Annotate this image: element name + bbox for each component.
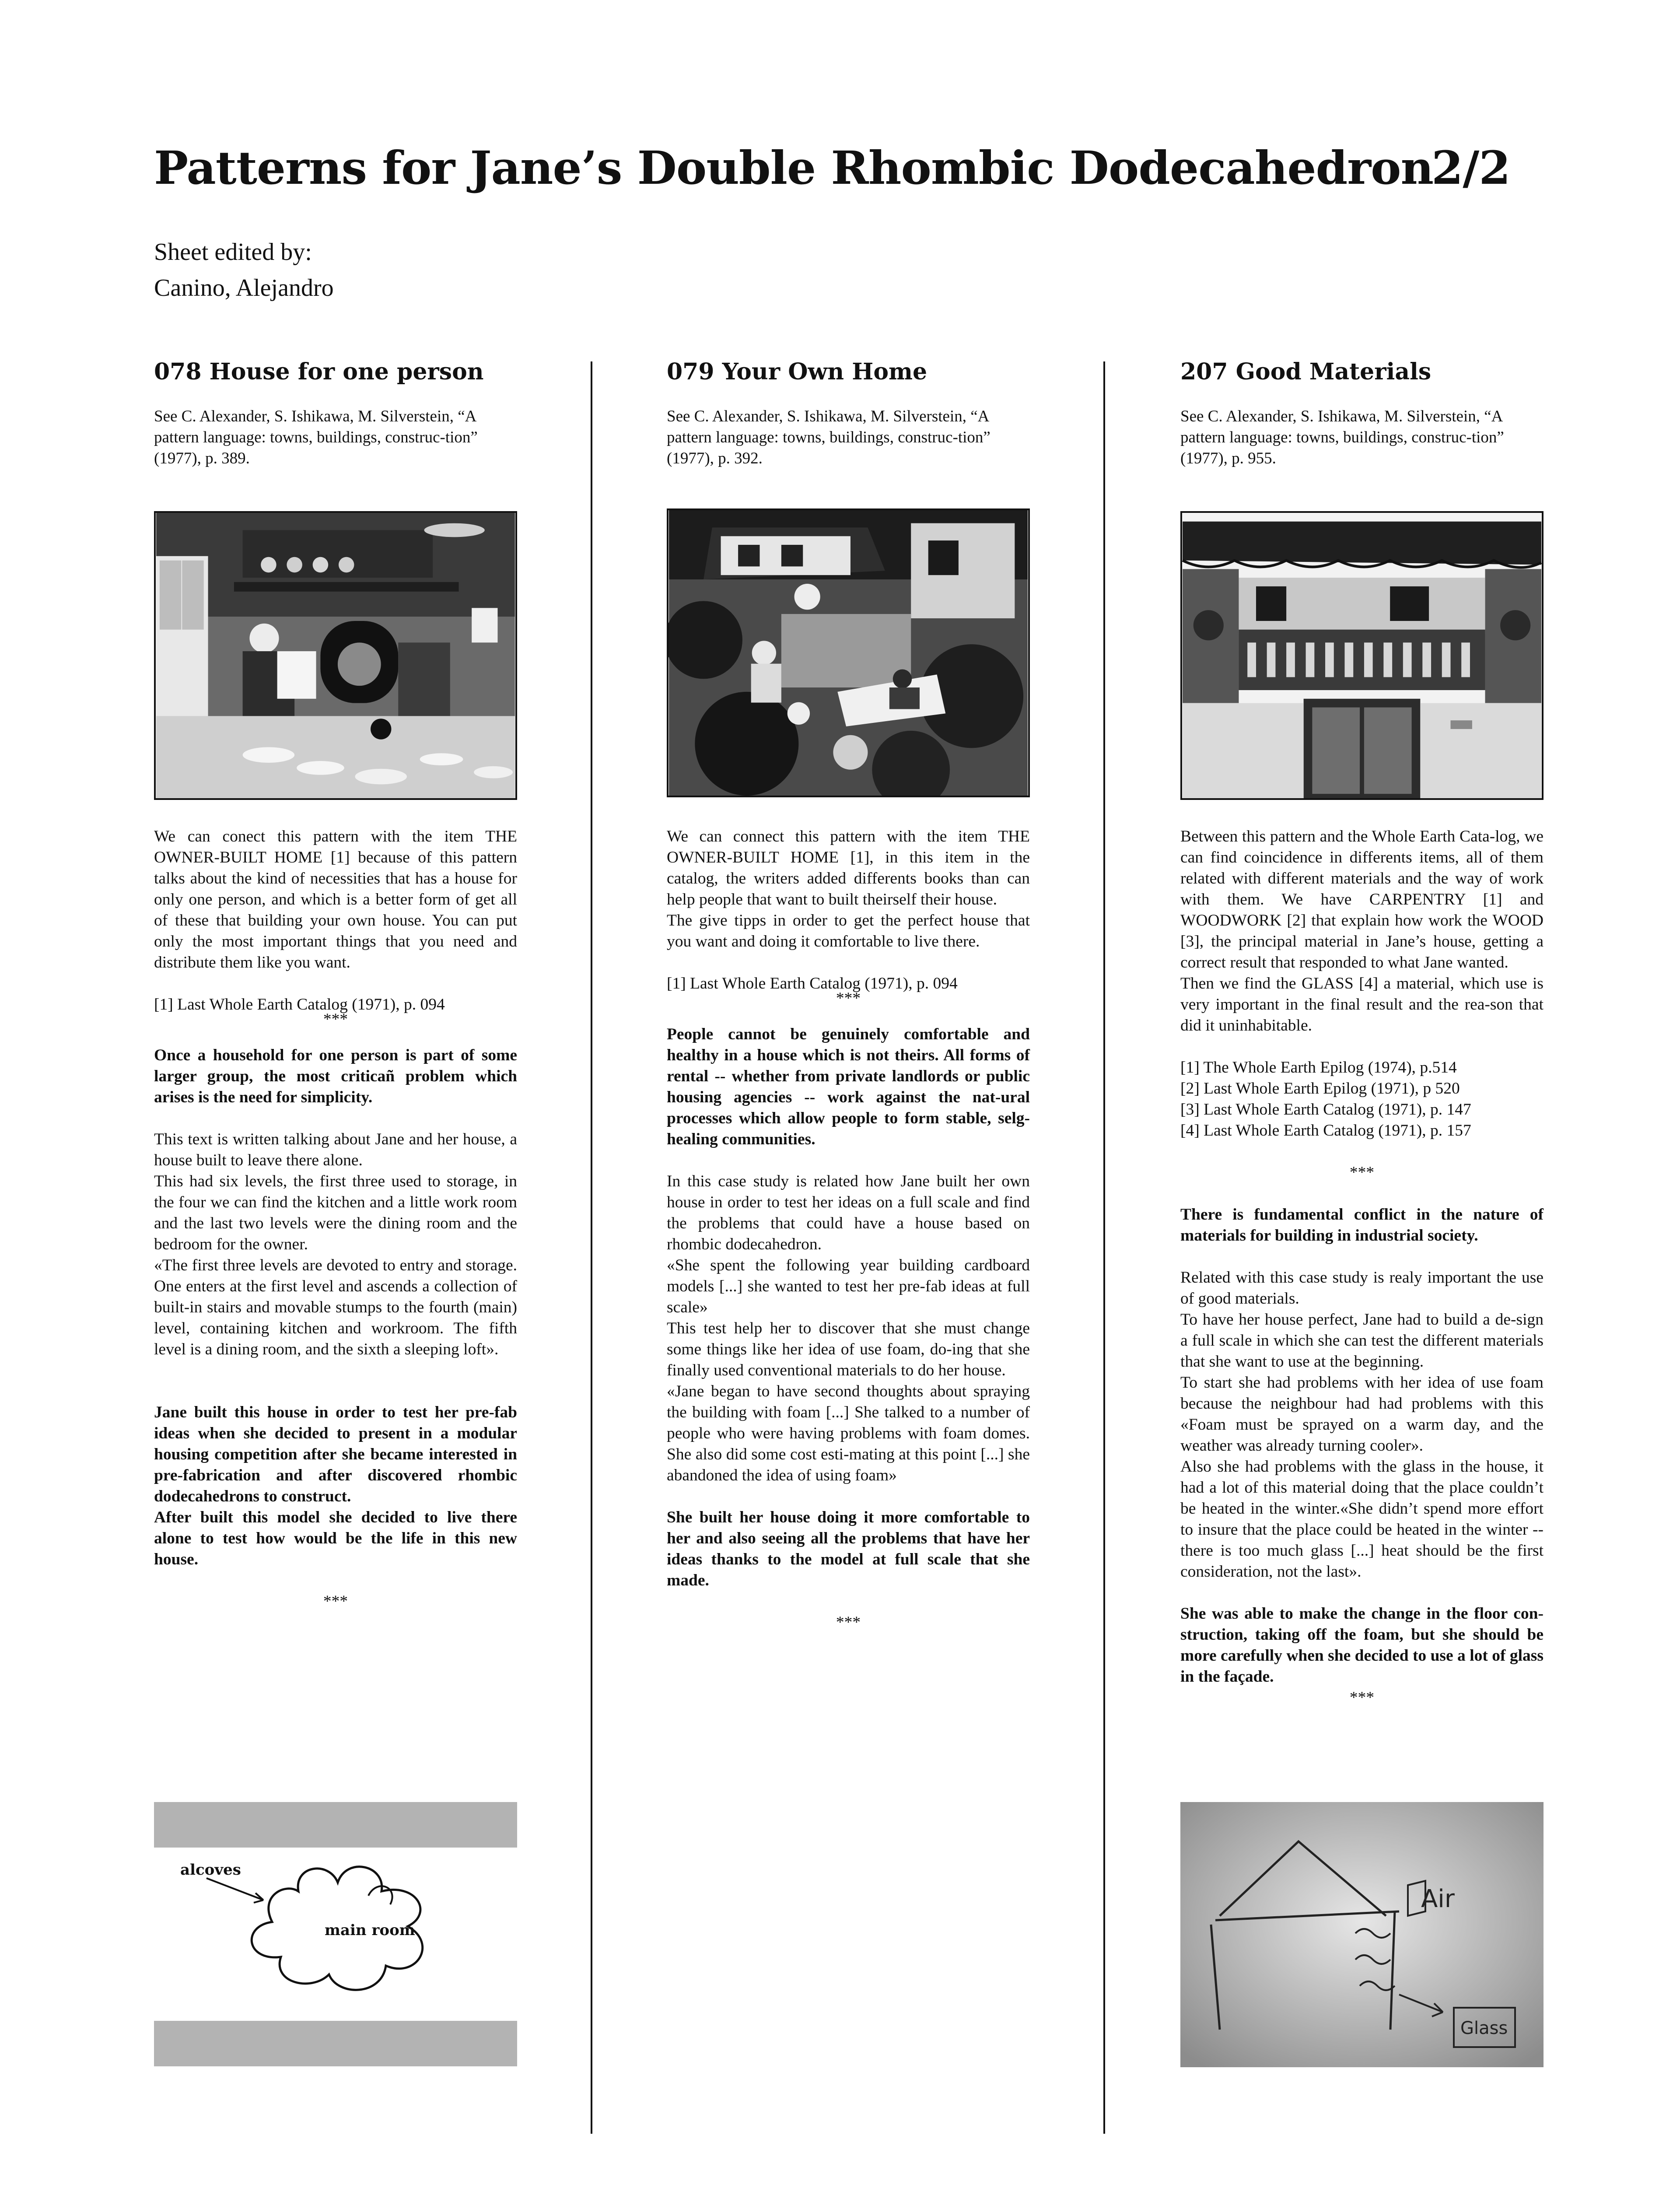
separator-stars: *** [836,989,861,1007]
problem-statement: People cannot be genuinely comfortable and healthy in a house which is not theirs. All forms of rental -- whether from private landlords or public housing agencies -- work against the nat-ural processes which allow people to form stable, selg-healing communities. [667,1025,1030,1148]
case-text-2: «She spent the following year building cardboard models [...] she wanted to test her pre-fab ideas at full scale» [667,1256,1030,1316]
conclusion-2: After built this model she decided to live there alone to test how would be the life in this new house. [154,1508,517,1568]
pattern-heading: 079 Your Own Home [667,358,928,385]
alcoves-diagram [154,1848,517,2014]
label-alcoves: alcoves [180,1861,241,1879]
edited-by-label: Sheet edited by: [154,238,312,266]
separator-stars: *** [323,1010,348,1028]
conclusion: She built her house doing it more comfortable to her and also seeing all the problems that have her ideas thanks to the model at full scale that she made. [667,1508,1030,1589]
title-text: Patterns for Jane’s Double Rhombic Dodecahedron [154,141,1434,195]
connection-paragraph-2: Then we find the GLASS [4] a material, which use is very important in the final result and the rea-son that did it uninhabitable. [1180,975,1544,1034]
page-number: 2/2 [1432,141,1510,195]
balcony-house-photo [1180,511,1544,800]
man-reading-by-fireplace-photo [156,513,515,798]
alcoves-main-room-diagram [154,1848,517,2014]
pattern-heading: 078 House for one person [154,358,484,385]
column-divider-1 [591,361,592,2134]
problem-statement: There is fundamental conflict in the nature of materials for building in industrial society. [1180,1206,1544,1245]
separator-stars: *** [1349,1164,1375,1182]
conclusion: She was able to make the change in the floor con-struction, taking off the foam, but she should be more carefully when she decided to use a lot of glass in the façade. [1180,1605,1544,1686]
footnote-3: [3] Last Whole Earth Catalog (1971), p. 147 [1180,1101,1471,1119]
pattern-heading: 207 Good Materials [1180,358,1432,385]
case-text-1: This text is written talking about Jane and her house, a house built to leave there alone. [154,1130,517,1169]
case-text-1: Related with this case study is realy important the use of good materials. [1180,1269,1544,1308]
column-079-text [667,826,1030,1633]
column-079 [667,354,1030,469]
connection-paragraph-2: The give tipps in order to get the perfect house that you want and doing it comfortable to live there. [667,912,1030,950]
footnote-4: [4] Last Whole Earth Catalog (1971), p. 157 [1180,1122,1471,1140]
house-sketch-photo [1180,1802,1544,2067]
column-207-text [1180,826,1544,1708]
footnote-1: [1] The Whole Earth Epilog (1974), p.514 [1180,1059,1457,1076]
man-reading-photo [154,511,517,800]
balcony-house-facade-photo [1182,513,1542,798]
diagram-band-bottom [154,2021,517,2066]
editor-name: Canino, Alejandro [154,274,334,302]
end-stars: *** [1349,1689,1375,1707]
sketch-label-glass: Glass [1460,2018,1508,2038]
case-text-4: «Jane began to have second thoughts about spraying the building with foam [...] She talked to a number of people who were having problems with foam domes. She also did some cost esti-mating at this point [...] she abandoned the idea of using foam» [667,1382,1030,1484]
pattern-reference: See C. Alexander, S. Ishikawa, M. Silverstein, “A pattern language: towns, buildings, construc-tion” (1977), p. 955. [1180,407,1504,467]
case-text-1: In this case study is related how Jane built her own house in order to test her ideas on a full scale and find the problems that could have a house based on rhombic dodecahedron. [667,1172,1030,1253]
label-main-room: main room [325,1922,415,1939]
connection-paragraph: We can conect this pattern with the item THE OWNER-BUILT HOME [1] because of this pattern talks about the kind of necessities that has a house for only one person, and which is a better form of get all of these that building your own house. You can put only the most important things that you need and distribute them like you want. [154,828,517,971]
case-text-4: Also she had problems with the glass in the house, it had a lot of this material doing that the place couldn’t be heated in the winter.«She didn’t spend more effort to insure that the place could be heated in the winter --there is too much glass [...] heat should be the first consideration, not the last». [1180,1458,1544,1581]
case-text-3: «The first three levels are devoted to entry and storage. One enters at the first level and ascends a collection of built-in stairs and movable stumps to the fourth (main) level, containing kitchen and workroom. The fifth level is a dining room, and the sixth a sleeping loft». [154,1256,517,1358]
case-text-3: This test help her to discover that she must change some things like her idea of use foam, do-ing that she finally used conventional materials to do her house. [667,1319,1030,1379]
pattern-reference: See C. Alexander, S. Ishikawa, M. Silverstein, “A pattern language: towns, buildings, construc-tion” (1977), p. 392. [667,407,990,467]
footnote-2: [2] Last Whole Earth Epilog (1971), p 520 [1180,1080,1460,1098]
pattern-reference: See C. Alexander, S. Ishikawa, M. Silverstein, “A pattern language: towns, buildings, construc-tion” (1977), p. 389. [154,407,478,467]
connection-paragraph-1: We can connect this pattern with the item THE OWNER-BUILT HOME [1], in this item in the catalog, the writers added differents books than can help people that want to built theirself their house. [667,828,1030,908]
case-text-2: To have her house perfect, Jane had to build a de-sign a full scale in which she can test the different materials that she want to use at the beginning. [1180,1311,1544,1371]
sketch-label-air: Air [1421,1885,1455,1913]
column-078 [154,354,517,469]
column-078-text [154,826,517,1612]
case-text-3: To start she had problems with her idea of use foam because the neighbour had had problems with this «Foam must be sprayed on a warm day, and the weather was already turning cooler». [1180,1374,1544,1455]
problem-statement: Once a household for one person is part of some larger group, the most criticañ problem which arises is the need for simplicity. [154,1046,517,1106]
air-glass-house-sketch [1180,1802,1544,2067]
editor-block [154,234,334,306]
column-207 [1180,354,1544,469]
column-divider-2 [1103,361,1105,2134]
people-in-garden-courtyard-photo [668,510,1028,796]
footnote: [1] Last Whole Earth Catalog (1971), p. 094 [154,996,445,1013]
connection-paragraph-1: Between this pattern and the Whole Earth Cata-log, we can find coincidence in differents items, all of them related with different materials and the way of work with them. We have CARPENTRY [1] and WOODWORK [2] that explain how work the WOOD [3], the principal material in Jane’s house, getting a correct result that responded to what Jane wanted. [1180,828,1544,971]
garden-courtyard-photo [667,508,1030,797]
diagram-band-top [154,1802,517,1848]
end-stars: *** [836,1613,861,1631]
conclusion-1: Jane built this house in order to test her pre-fab ideas when she decided to present in a modular housing competition after she became interested in pre-fabrication and after discovered rhombic dodecahedrons to construct. [154,1403,517,1505]
case-text-2: This had six levels, the first three used to storage, in the four we can find the kitchen and a little work room and the last two levels were the dining room and the bedroom for the owner. [154,1172,517,1253]
end-stars: *** [323,1592,348,1610]
footnote: [1] Last Whole Earth Catalog (1971), p. 094 [667,975,958,992]
sheet-title [154,141,1554,195]
